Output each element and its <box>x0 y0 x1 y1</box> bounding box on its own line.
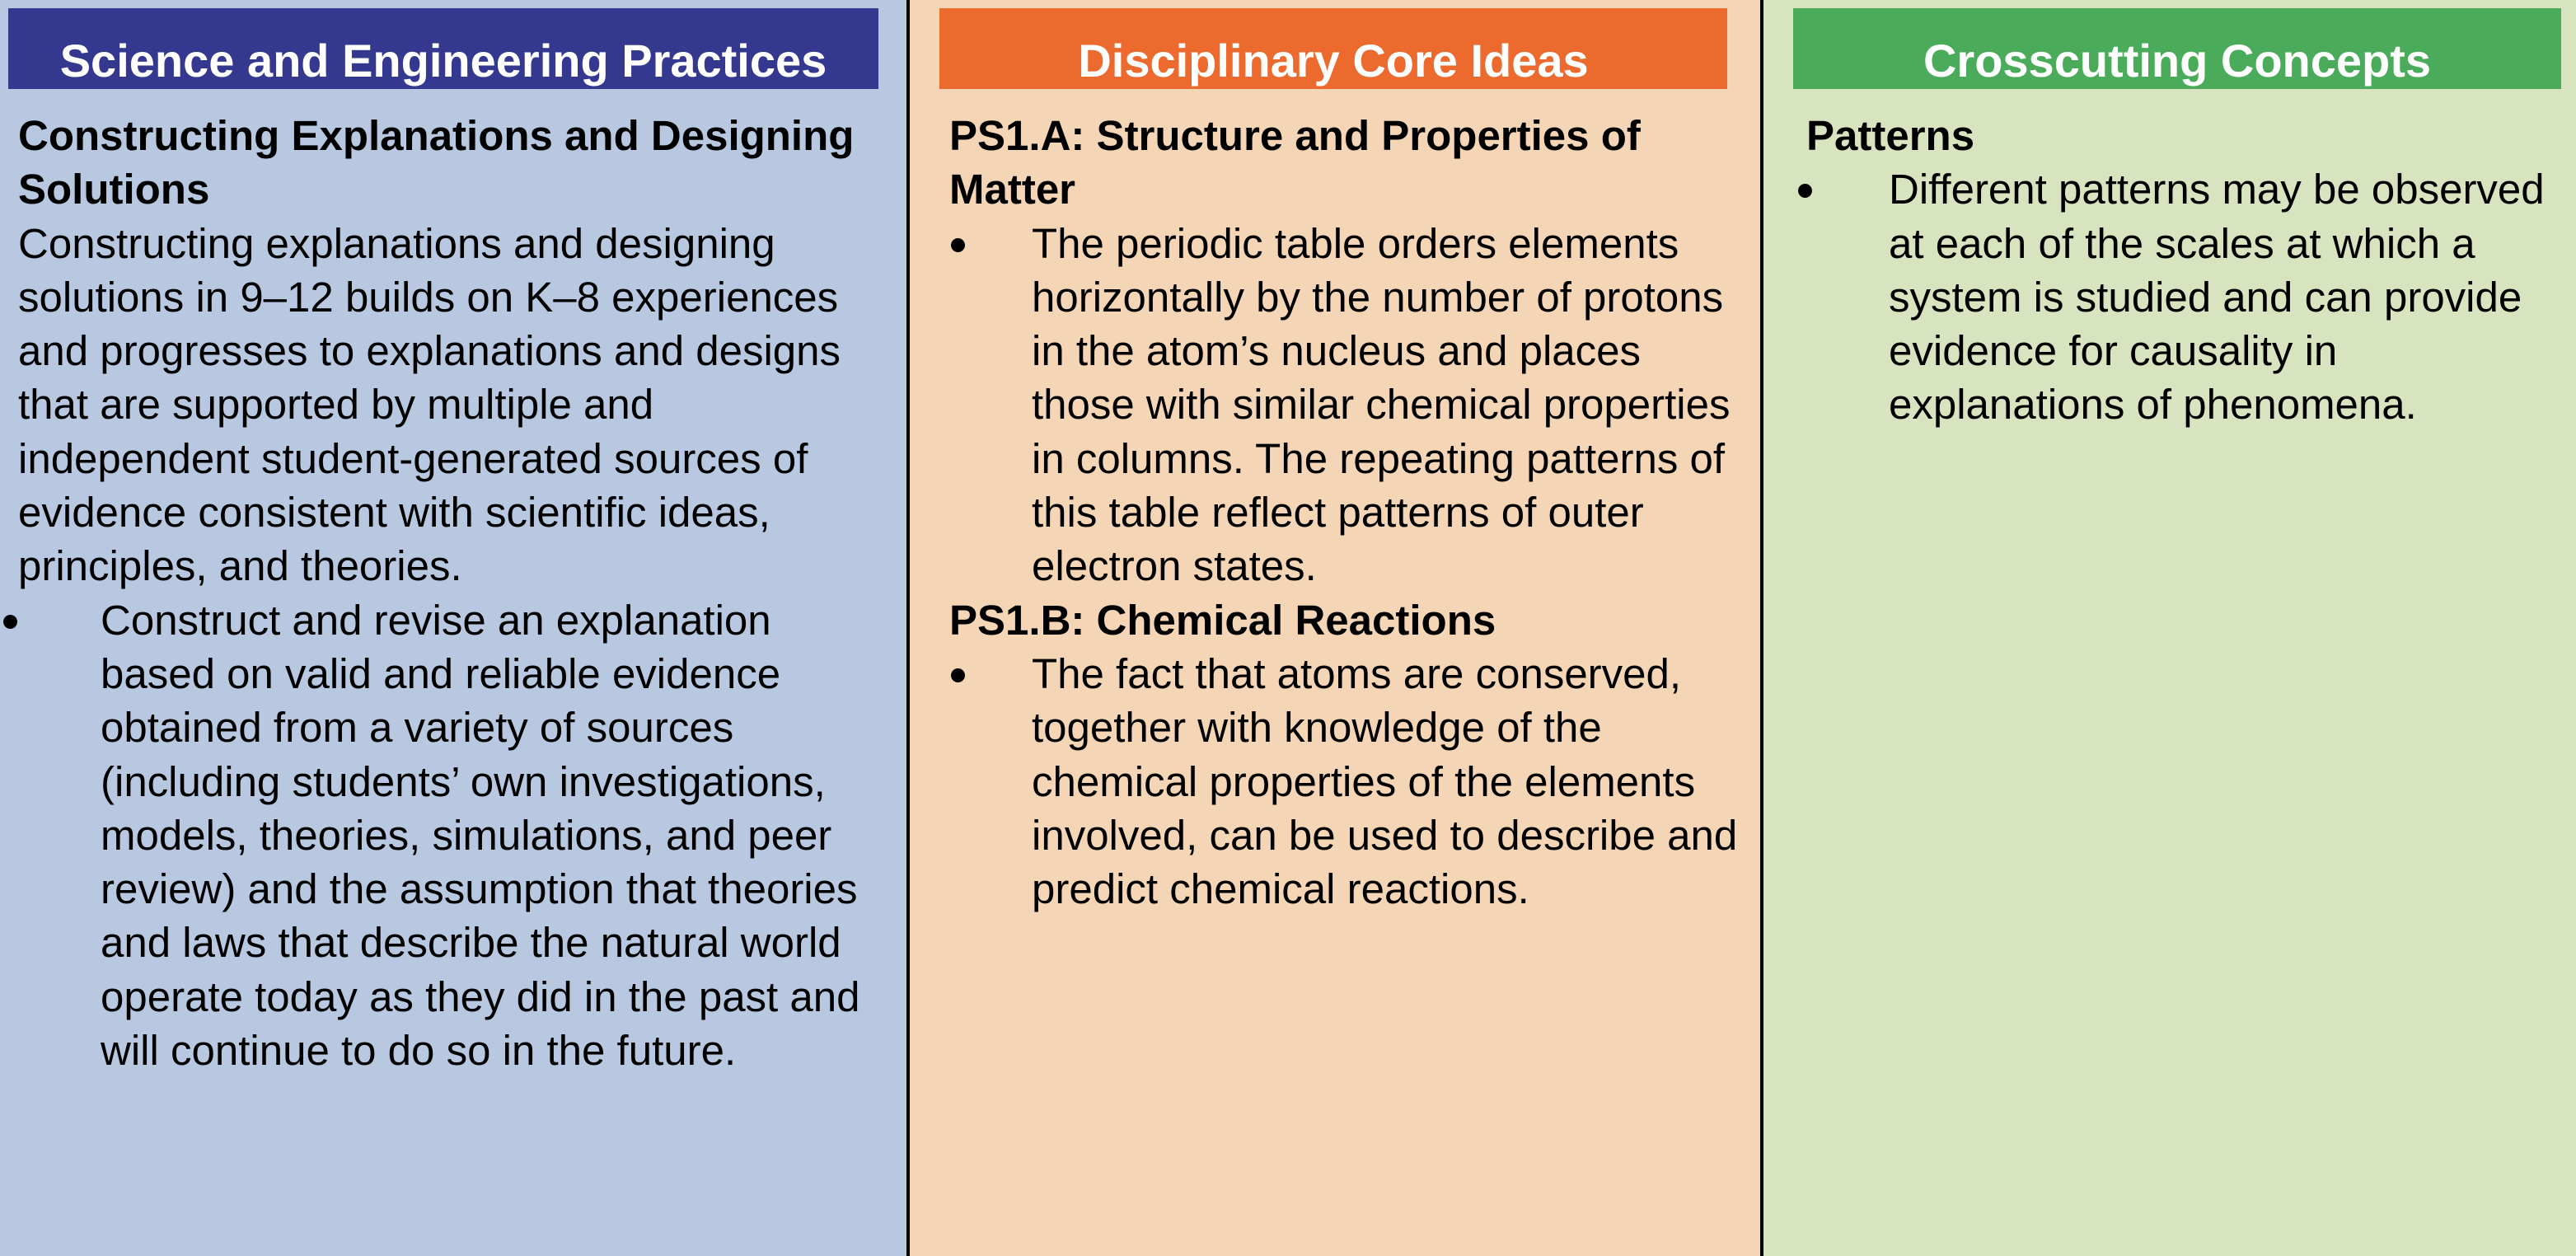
ccc-bullet-item <box>1806 162 2564 431</box>
sep-paragraph: Constructing explanations and designing solutions in 9–12 builds on K–8 experiences and progresses to explanations and designs that are supported by multiple and independent student-generated sources of evidence consistent with scientific ideas, principles, and theories. <box>18 219 841 590</box>
dci-ps1a-bullet-item <box>949 217 1740 593</box>
sep-subhead: Constructing Explanations and Designing Solutions <box>18 112 855 213</box>
dci-ps1b-bullet-item <box>949 647 1740 916</box>
header-science-engineering-practices: Science and Engineering Practices <box>8 8 878 89</box>
bullet-icon <box>951 238 965 252</box>
sep-bullet-item <box>18 593 892 1078</box>
bullet-icon <box>3 615 17 629</box>
ccc-content <box>1806 109 2564 432</box>
bullet-icon <box>1798 184 1812 198</box>
bullet-icon <box>951 668 965 682</box>
sep-bullet-list <box>18 593 892 1078</box>
column-science-engineering-practices <box>0 0 906 1256</box>
column-crosscutting-concepts <box>1763 0 2576 1256</box>
header-crosscutting-concepts: Crosscutting Concepts <box>1793 8 2561 89</box>
column-disciplinary-core-ideas <box>906 0 1763 1256</box>
sep-content <box>18 109 892 1077</box>
dci-section-title-ps1a: PS1.A: Structure and Properties of Matter <box>949 112 1641 213</box>
ccc-subhead: Patterns <box>1806 112 1975 159</box>
sep-bullet-text: Construct and revise an explanation based on valid and reliable evidence obtained from a variety of sources (including students’ own investigations, models, theories, simulations, and peer review) and the assumption that theories and laws that describe the natural world operate today as they did in the past and will continue to do so in the future. <box>101 596 860 1075</box>
dci-ps1a-bullet-text: The periodic table orders elements horizontally by the number of protons in the atom’s nucleus and places those with similar chemical properties in columns. The repeating patterns of this table reflect patterns of outer electron states. <box>1032 219 1731 590</box>
ccc-bullet-text: Different patterns may be observed at each of the scales at which a system is studied and can provide evidence for causality in explanations of phenomena. <box>1889 166 2545 429</box>
dci-ps1b-bullet-text: The fact that atoms are conserved, together with knowledge of the chemical properties of the elements involved, can be used to describe and predict chemical reactions. <box>1032 649 1738 913</box>
header-disciplinary-core-ideas: Disciplinary Core Ideas <box>939 8 1727 89</box>
dci-section-title-ps1b: PS1.B: Chemical Reactions <box>949 596 1496 644</box>
dci-ps1a-bullet-list <box>949 217 1740 593</box>
dci-content <box>949 109 1740 916</box>
ccc-bullet-list <box>1806 162 2564 431</box>
dci-ps1b-bullet-list <box>949 647 1740 916</box>
